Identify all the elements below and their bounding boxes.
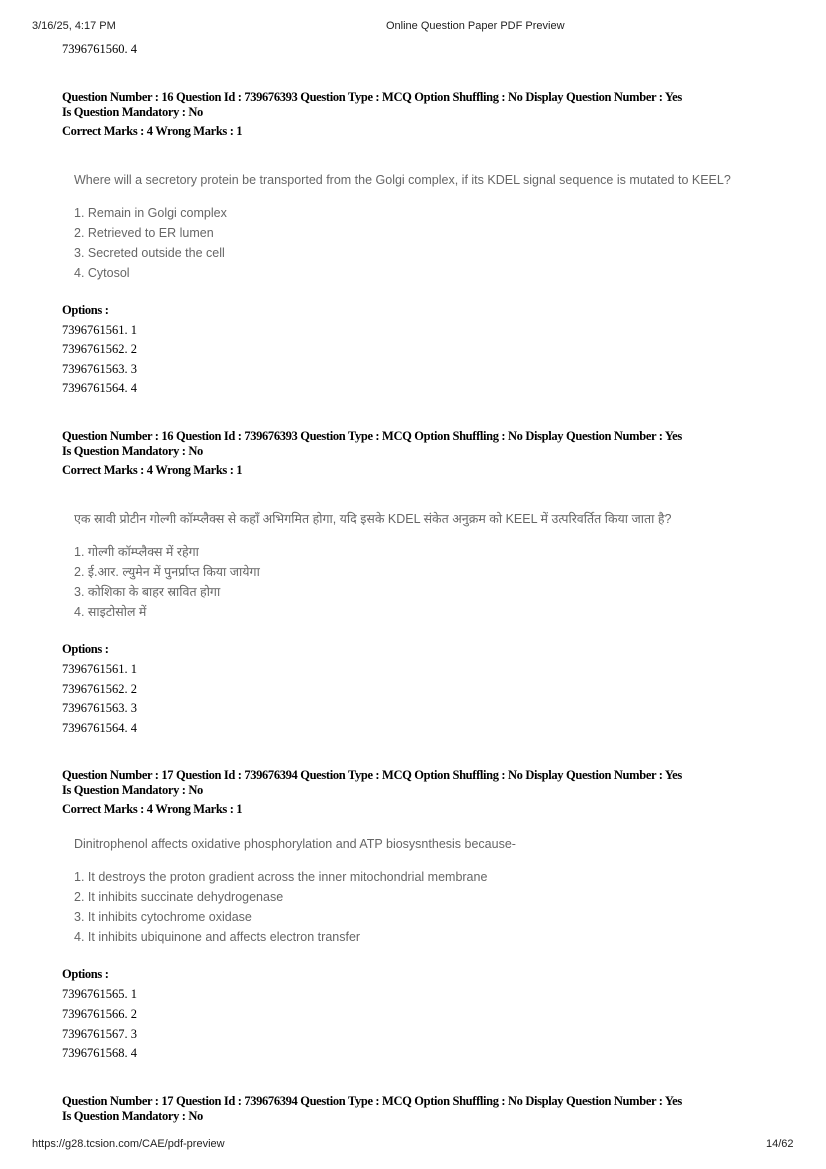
option-id: 7396761564. 4	[62, 720, 137, 735]
option-id: 7396761562. 2	[62, 342, 137, 357]
option-id: 7396761561. 1	[62, 661, 137, 676]
choice-item: 1. गोल्गी कॉम्प्लैक्स में रहेगा	[74, 544, 199, 559]
question-mandatory: Is Question Mandatory : No	[62, 104, 203, 119]
option-id: 7396761565. 1	[62, 987, 137, 1002]
options-label: Options :	[62, 641, 109, 656]
options-label: Options :	[62, 302, 109, 317]
choice-item: 2. ई.आर. ल्युमेन में पुनर्प्राप्त किया जायेगा	[74, 564, 260, 579]
question-mandatory: Is Question Mandatory : No	[62, 783, 203, 798]
choice-item: 1. Remain in Golgi complex	[74, 205, 227, 220]
question-marks: Correct Marks : 4 Wrong Marks : 1	[62, 123, 243, 138]
options-label: Options :	[62, 967, 109, 982]
option-id: 7396761566. 2	[62, 1006, 137, 1021]
question-marks: Correct Marks : 4 Wrong Marks : 1	[62, 802, 243, 817]
choice-item: 1. It destroys the proton gradient across the inner mitochondrial membrane	[74, 870, 488, 885]
choice-item: 4. साइटोसोल में	[74, 604, 147, 619]
choice-item: 4. It inhibits ubiquinone and affects electron transfer	[74, 930, 361, 945]
question-meta: Question Number : 16 Question Id : 739676393 Question Type : MCQ Option Shuffling : No Display Question Number : Yes	[62, 89, 682, 104]
question-meta: Question Number : 17 Question Id : 739676394 Question Type : MCQ Option Shuffling : No Display Question Number : Yes	[62, 768, 682, 783]
option-id: 7396761562. 2	[62, 681, 137, 696]
option-id: 7396761567. 3	[62, 1026, 137, 1041]
question-image	[74, 171, 782, 283]
carryover-option: 7396761560. 4	[62, 42, 137, 56]
choice-item: 3. कोशिका के बाहर स्रावित होगा	[74, 584, 221, 599]
question-image	[74, 510, 782, 622]
question-image	[74, 835, 782, 947]
question-marks: Correct Marks : 4 Wrong Marks : 1	[62, 462, 243, 477]
choice-item: 2. Retrieved to ER lumen	[74, 225, 214, 240]
question-block	[62, 768, 782, 1063]
choice-list	[74, 203, 782, 283]
choice-list	[74, 542, 782, 622]
option-id: 7396761561. 1	[62, 322, 137, 337]
option-id: 7396761568. 4	[62, 1046, 137, 1061]
print-datetime: 3/16/25, 4:17 PM	[32, 20, 116, 32]
question-text: Dinitrophenol affects oxidative phosphorylation and ATP biosysnthesis because-	[74, 837, 516, 852]
question-text: Where will a secretory protein be transported from the Golgi complex, if its KDEL signal sequence is mutated to KEEL?	[74, 172, 731, 187]
question-meta: Question Number : 16 Question Id : 739676393 Question Type : MCQ Option Shuffling : No Display Question Number : Yes	[62, 428, 682, 443]
question-mandatory: Is Question Mandatory : No	[62, 1108, 203, 1123]
option-id: 7396761563. 3	[62, 361, 137, 376]
question-text: एक स्रावी प्रोटीन गोल्गी कॉम्प्लैक्स से कहाँ अभिगमित होगा, यदि इसके KDEL संकेत अनुक्रम को KEEL में उत्परिवर्तित किया जाता है?	[74, 511, 672, 526]
choice-item: 2. It inhibits succinate dehydrogenase	[74, 890, 284, 905]
page-number: 14/62	[766, 1138, 794, 1150]
question-paper	[62, 40, 782, 1124]
question-block	[62, 90, 782, 399]
question-block	[62, 1094, 782, 1124]
choice-item: 3. It inhibits cytochrome oxidase	[74, 910, 252, 925]
question-block	[62, 429, 782, 738]
question-mandatory: Is Question Mandatory : No	[62, 443, 203, 458]
choice-list	[74, 867, 782, 947]
choice-item: 4. Cytosol	[74, 265, 130, 280]
page-url[interactable]: https://g28.tcsion.com/CAE/pdf-preview	[32, 1138, 225, 1150]
choice-item: 3. Secreted outside the cell	[74, 245, 225, 260]
option-id: 7396761563. 3	[62, 701, 137, 716]
option-id: 7396761564. 4	[62, 381, 137, 396]
print-title: Online Question Paper PDF Preview	[386, 20, 565, 32]
question-meta: Question Number : 17 Question Id : 739676394 Question Type : MCQ Option Shuffling : No Display Question Number : Yes	[62, 1093, 682, 1108]
